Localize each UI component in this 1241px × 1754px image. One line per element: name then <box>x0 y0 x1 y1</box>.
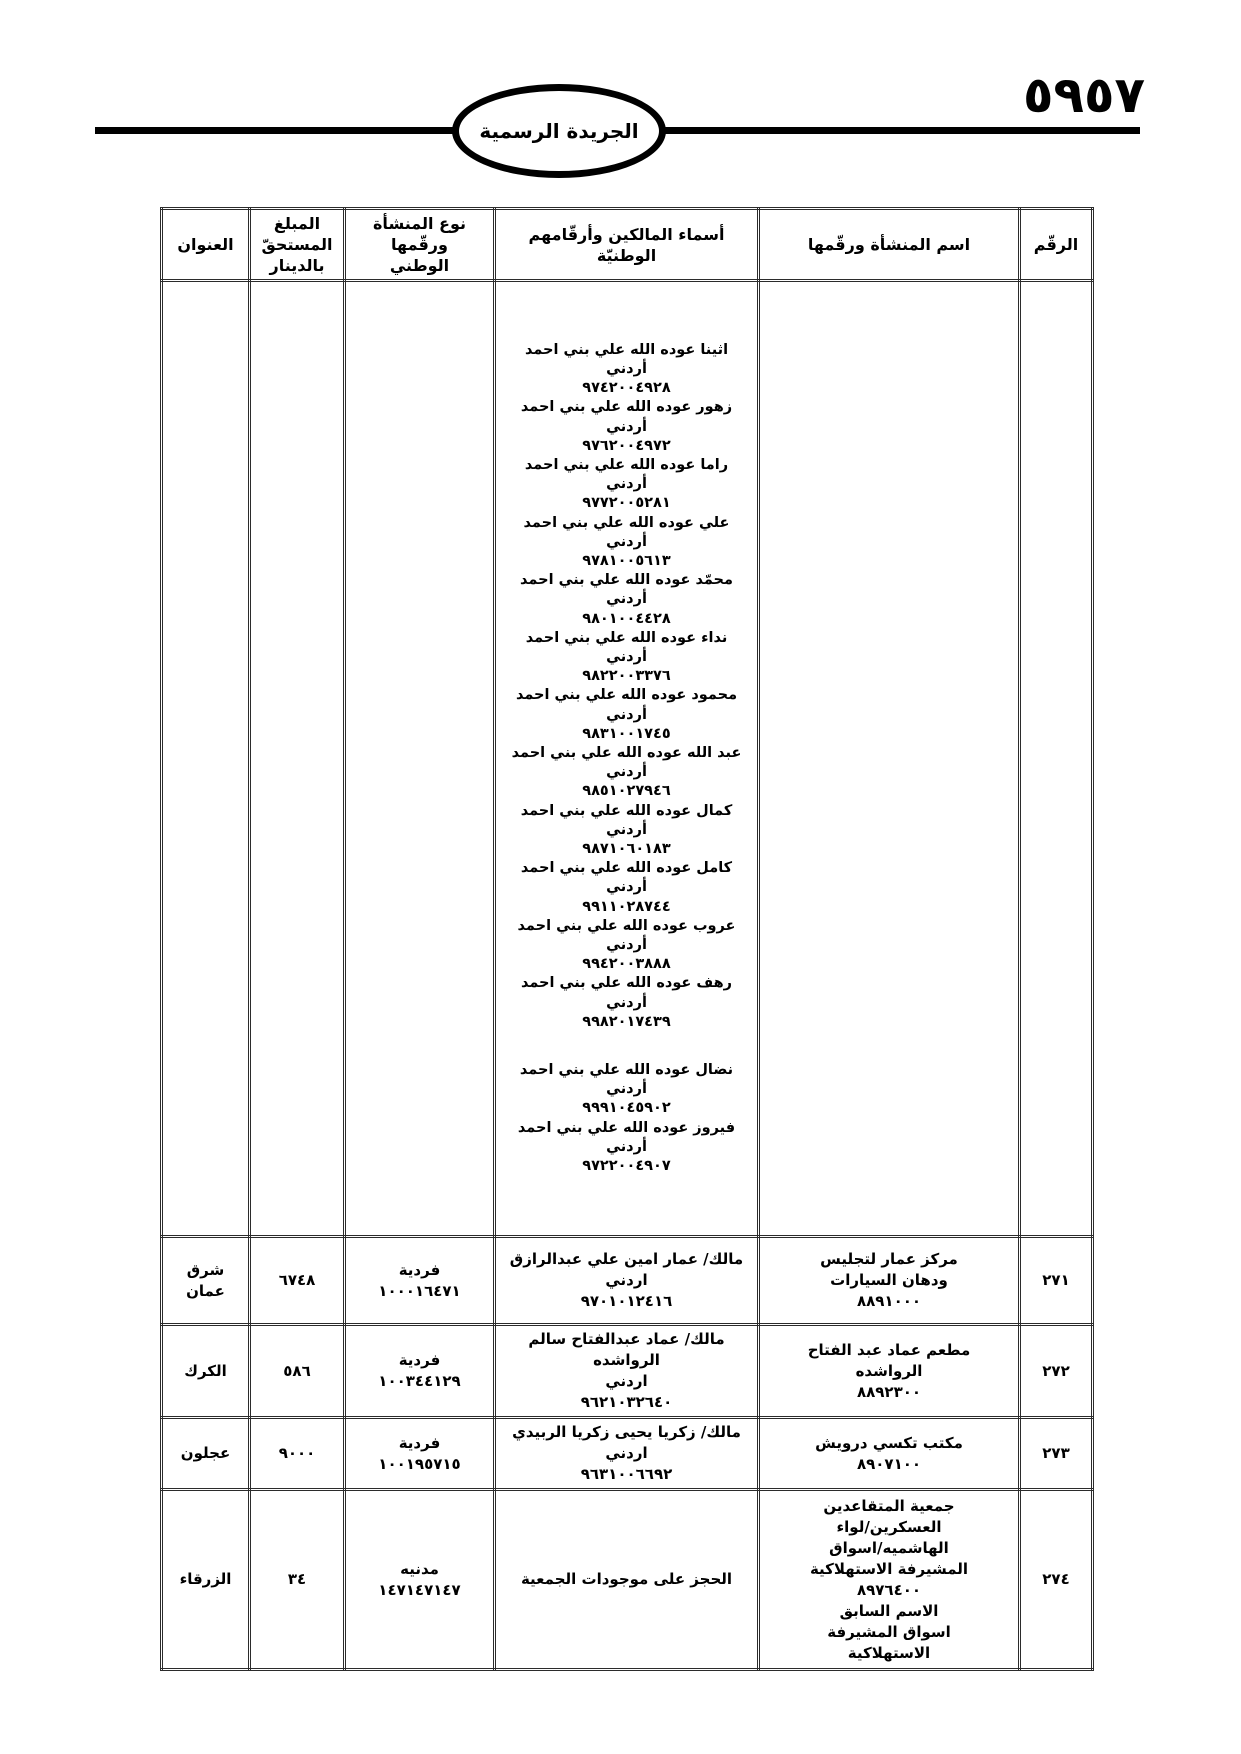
owner-name: كمال عوده الله علي بني احمد <box>520 802 733 819</box>
owner-entry <box>500 974 753 1032</box>
owner-nationality: أردني <box>606 937 647 954</box>
cell-owners <box>495 1490 759 1670</box>
text-line: مالك/ زكريا يحيى زكريا الربيدي <box>512 1423 741 1441</box>
owner-nationality: أردني <box>606 764 647 781</box>
col-header-establishment: اسم المنشأة ورقّمها <box>759 209 1020 281</box>
owner-nationality: أردني <box>606 821 647 838</box>
text-line: الكرك <box>184 1361 227 1380</box>
col-header-amount <box>250 209 345 281</box>
owner-name: علي عوده الله علي بني احمد <box>523 514 730 531</box>
text-line: المبلغ المستحقّ <box>261 214 333 254</box>
owner-entry <box>500 629 753 687</box>
text-line: الزرقاء <box>179 1570 232 1588</box>
owner-nationality: أردني <box>606 1138 647 1155</box>
text-line: اردني <box>605 1372 648 1390</box>
text-line: اردني <box>605 1444 648 1462</box>
owner-entry <box>500 1061 753 1119</box>
cell-establishment-empty <box>759 281 1020 1237</box>
owner-name: كامل عوده الله علي بني احمد <box>520 860 733 877</box>
cell-owners <box>495 1418 759 1490</box>
owner-entry <box>500 744 753 802</box>
cell-type <box>345 1490 495 1670</box>
cell-number: ٢٧١ <box>1020 1237 1093 1325</box>
text-line: ١٠٠١٩٥٧١٥ <box>378 1454 461 1473</box>
page-number: ٥٩٥٧ <box>1023 66 1146 124</box>
text-line: ٨٨٩٢٣٠٠ <box>856 1382 922 1401</box>
col-header-type <box>345 209 495 281</box>
text-line: الرواشده <box>855 1361 923 1380</box>
owner-id: ٩٧٧٢٠٠٥٢٨١ <box>582 495 671 512</box>
owner-id: ٩٨٢٢٠٠٣٣٧٦ <box>582 668 671 685</box>
owner-name: عبد الله عوده الله علي بني احمد <box>511 745 742 761</box>
cell-type <box>345 1418 495 1490</box>
text-line: ٨٩٠٧١٠٠ <box>856 1454 922 1473</box>
col-header-address: العنوان <box>162 209 250 281</box>
cell-establishment <box>759 1490 1020 1670</box>
cell-address <box>162 1418 250 1490</box>
text-line: ٩٧٠١٠١٢٤١٦ <box>580 1292 673 1310</box>
col-header-owners: أسماء المالكين وأرقّامهم الوطنيّة <box>495 209 759 281</box>
owner-id: ٩٧٦٢٠٠٤٩٧٢ <box>582 437 671 454</box>
text-line: عمان <box>186 1281 225 1300</box>
text-line: شرق <box>186 1260 225 1279</box>
text-line: اسواق المشيرفة <box>827 1622 951 1641</box>
owner-name: محمّد عوده الله علي بني احمد <box>520 572 733 589</box>
text-line: فردية <box>398 1260 441 1279</box>
cell-amount: ٥٨٦ <box>250 1325 345 1418</box>
text-line: مطعم عماد عبد الفتاح <box>807 1340 971 1359</box>
owner-id: ٩٩٨٢٠١٧٤٣٩ <box>582 1013 671 1030</box>
text-line: الهاشميه/اسواق <box>829 1538 949 1557</box>
owner-name: راما عوده الله علي بني احمد <box>524 456 729 473</box>
owner-id: ٩٨٧١٠٦٠١٨٣ <box>582 841 671 858</box>
table-row-271 <box>162 1237 1093 1325</box>
owner-nationality: أردني <box>606 648 647 665</box>
owner-id: ٩٨٠١٠٠٤٤٢٨ <box>582 610 671 627</box>
cell-amount: ٩٠٠٠ <box>250 1418 345 1490</box>
table-row-273 <box>162 1418 1093 1490</box>
owner-name: نضال عوده الله علي بني احمد <box>519 1062 734 1079</box>
owner-id: ٩٩١١٠٢٨٧٤٤ <box>582 898 671 915</box>
cell-address-empty <box>162 281 250 1237</box>
cell-address <box>162 1237 250 1325</box>
cell-amount-empty <box>250 281 345 1237</box>
owner-nationality: أردني <box>606 1081 647 1098</box>
text-line: المشيرفة الاستهلاكية <box>809 1559 969 1578</box>
owner-entry <box>500 1119 753 1177</box>
owner-nationality: أردني <box>606 360 647 377</box>
text-line: ودهان السيارات <box>830 1271 948 1289</box>
cell-owners <box>495 1237 759 1325</box>
cell-address <box>162 1325 250 1418</box>
cell-number: ٢٧٤ <box>1020 1490 1093 1670</box>
owner-nationality: أردني <box>606 533 647 550</box>
cell-number-empty <box>1020 281 1093 1237</box>
owner-name: عروب عوده الله علي بني احمد <box>517 917 736 934</box>
text-line: الوطني <box>389 256 450 275</box>
col-header-number: الرقّم <box>1020 209 1093 281</box>
owner-id: ٩٨٥١٠٢٧٩٤٦ <box>582 783 671 800</box>
table-row-274 <box>162 1490 1093 1670</box>
text-line: عجلون <box>180 1444 231 1462</box>
cell-owners <box>495 1325 759 1418</box>
cell-number: ٢٧٣ <box>1020 1418 1093 1490</box>
cell-establishment <box>759 1237 1020 1325</box>
owner-name: فيروز عوده الله علي بني احمد <box>517 1119 736 1136</box>
owner-nationality: أردني <box>606 706 647 723</box>
owner-entry <box>500 571 753 629</box>
cell-type <box>345 1237 495 1325</box>
owner-entry <box>500 686 753 744</box>
text-line: ١٤٧١٤٧١٤٧ <box>378 1580 461 1599</box>
table-header-row <box>162 209 1093 281</box>
text-line: العسكرين/لواء <box>836 1517 942 1536</box>
text-line: اردني <box>605 1271 648 1289</box>
cell-amount: ٦٧٤٨ <box>250 1237 345 1325</box>
owner-id: ٩٧٨١٠٠٥٦١٣ <box>582 552 671 569</box>
owner-entry <box>500 456 753 514</box>
owner-id: ٩٧٤٢٠٠٤٩٢٨ <box>582 380 671 397</box>
owner-nationality: أردني <box>606 591 647 608</box>
text-line: مالك/ عمار امين علي عبدالرازق <box>509 1250 744 1268</box>
text-line: مالك/ عماد عبدالفتاح سالم الرواشده <box>528 1330 725 1369</box>
text-line: بالدينار <box>269 256 325 275</box>
owner-id: ٩٨٣١٠٠١٧٤٥ <box>582 725 671 742</box>
cell-address <box>162 1490 250 1670</box>
gazette-seal <box>452 84 666 178</box>
text-line: جمعية المتقاعدين <box>823 1496 955 1515</box>
owner-name: نداء عوده الله علي بني احمد <box>525 629 728 646</box>
owner-entry <box>500 341 753 399</box>
table-row-272 <box>162 1325 1093 1418</box>
cell-amount: ٣٤ <box>250 1490 345 1670</box>
cell-number: ٢٧٢ <box>1020 1325 1093 1418</box>
text-line: ٩٦٢١٠٣٢٦٤٠ <box>580 1393 673 1411</box>
text-line: فردية <box>398 1433 441 1452</box>
text-line: ٩٦٣١٠٠٦٦٩٢ <box>580 1465 673 1483</box>
text-line: ١٠٠٣٤٤١٢٩ <box>378 1372 461 1390</box>
text-line: الحجز على موجودات الجمعية <box>520 1570 733 1588</box>
owner-nationality: أردني <box>606 476 647 493</box>
owner-name: اثينا عوده الله علي بني احمد <box>524 341 729 358</box>
owner-entry <box>500 917 753 975</box>
owner-entry <box>500 514 753 572</box>
owner-nationality: أردني <box>606 994 647 1011</box>
text-line: الاستهلاكية <box>847 1643 931 1662</box>
cell-type <box>345 1325 495 1418</box>
cell-owners-list <box>495 281 759 1237</box>
gazette-title: الجريدة الرسمية <box>479 119 639 143</box>
text-line: الاسم السابق <box>839 1601 939 1620</box>
text-line: مكتب تكسي درويش <box>815 1433 963 1452</box>
text-line: نوع المنشأة ورقّمها <box>372 214 467 254</box>
cell-establishment <box>759 1325 1020 1418</box>
owner-id: ٩٧٢٢٠٠٤٩٠٧ <box>582 1158 671 1175</box>
owner-name: محمود عوده الله علي بني احمد <box>515 687 738 704</box>
table-row-continuation <box>162 281 1093 1237</box>
owner-nationality: أردني <box>606 418 647 435</box>
registry-table-container <box>163 207 1094 1671</box>
owner-id: ٩٩٩١٠٤٥٩٠٢ <box>582 1100 671 1117</box>
owner-nationality: أردني <box>606 879 647 896</box>
owner-name: زهور عوده الله علي بني احمد <box>520 399 733 416</box>
text-line: ٨٨٩١٠٠٠ <box>856 1292 922 1310</box>
owner-name: رهف عوده الله علي بني احمد <box>520 975 733 992</box>
registry-table <box>160 207 1094 1671</box>
cell-establishment <box>759 1418 1020 1490</box>
text-line: فردية <box>398 1351 441 1369</box>
text-line: مدنيه <box>400 1559 439 1578</box>
text-line: ٨٩٧٦٤٠٠ <box>856 1580 922 1599</box>
owner-entry <box>500 398 753 456</box>
owner-entry <box>500 859 753 917</box>
owner-entry <box>500 802 753 860</box>
cell-type-empty <box>345 281 495 1237</box>
text-line: ١٠٠٠١٦٤٧١ <box>378 1281 461 1300</box>
text-line: مركز عمار لتجليس <box>820 1250 958 1268</box>
owner-id: ٩٩٤٢٠٠٣٨٨٨ <box>582 956 671 973</box>
